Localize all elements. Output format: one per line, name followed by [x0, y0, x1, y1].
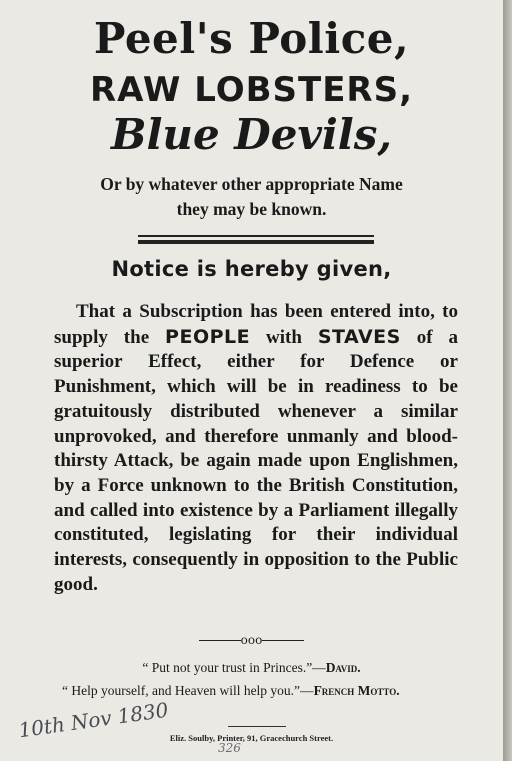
handwritten-number: 326 — [218, 741, 241, 755]
quote-1-text: “ Put not your trust in Princes.”— — [142, 660, 326, 675]
notice-body — [54, 300, 458, 597]
body-text-part1: That a Subscription has been entered into, to supply the — [54, 301, 458, 348]
separator-text: ooo — [240, 633, 263, 647]
adjacent-page-edge — [503, 0, 512, 761]
subtitle: Or by whatever other appropriate Name they may be known. — [100, 174, 403, 219]
title-line-1: Peel's Police, — [93, 14, 410, 63]
body-emphasis-people: PEOPLE — [165, 325, 251, 348]
body-text-part2: with — [250, 326, 318, 348]
printer-imprint: Eliz. Soulby, Printer, 91, Gracechurch Street. — [169, 733, 334, 743]
quote-1-attribution: David. — [325, 660, 361, 675]
short-rule — [228, 726, 286, 727]
double-rule-divider — [138, 235, 374, 244]
body-emphasis-staves: STAVES — [317, 325, 401, 348]
quote-2-text: “ Help yourself, and Heaven will help you.”— — [62, 683, 314, 698]
quote-2-attribution: French Motto. — [313, 683, 400, 698]
quote-2 — [62, 682, 462, 700]
title-line-2: RAW LOBSTERS, — [89, 70, 414, 110]
title-line-3: Blue Devils, — [110, 110, 393, 159]
quote-1 — [0, 660, 503, 676]
notice-heading: Notice is hereby given, — [111, 257, 392, 281]
body-text-part3: of a superior Effect, either for Defence or Punishment, which will be in readiness to be gratuitously distributed whenever a similar unprovoked, and therefore unmanly and blood-thirsty Attack, be again made upon Englishmen, by a Force unknown to the British Constitution, and called into existence by a Parliament illegally constituted, legislating for their individual interests, consequently in opposition to the Public good. — [54, 326, 458, 595]
ornamental-separator — [0, 633, 503, 647]
handwritten-date: 10th Nov 1830 — [17, 697, 170, 743]
